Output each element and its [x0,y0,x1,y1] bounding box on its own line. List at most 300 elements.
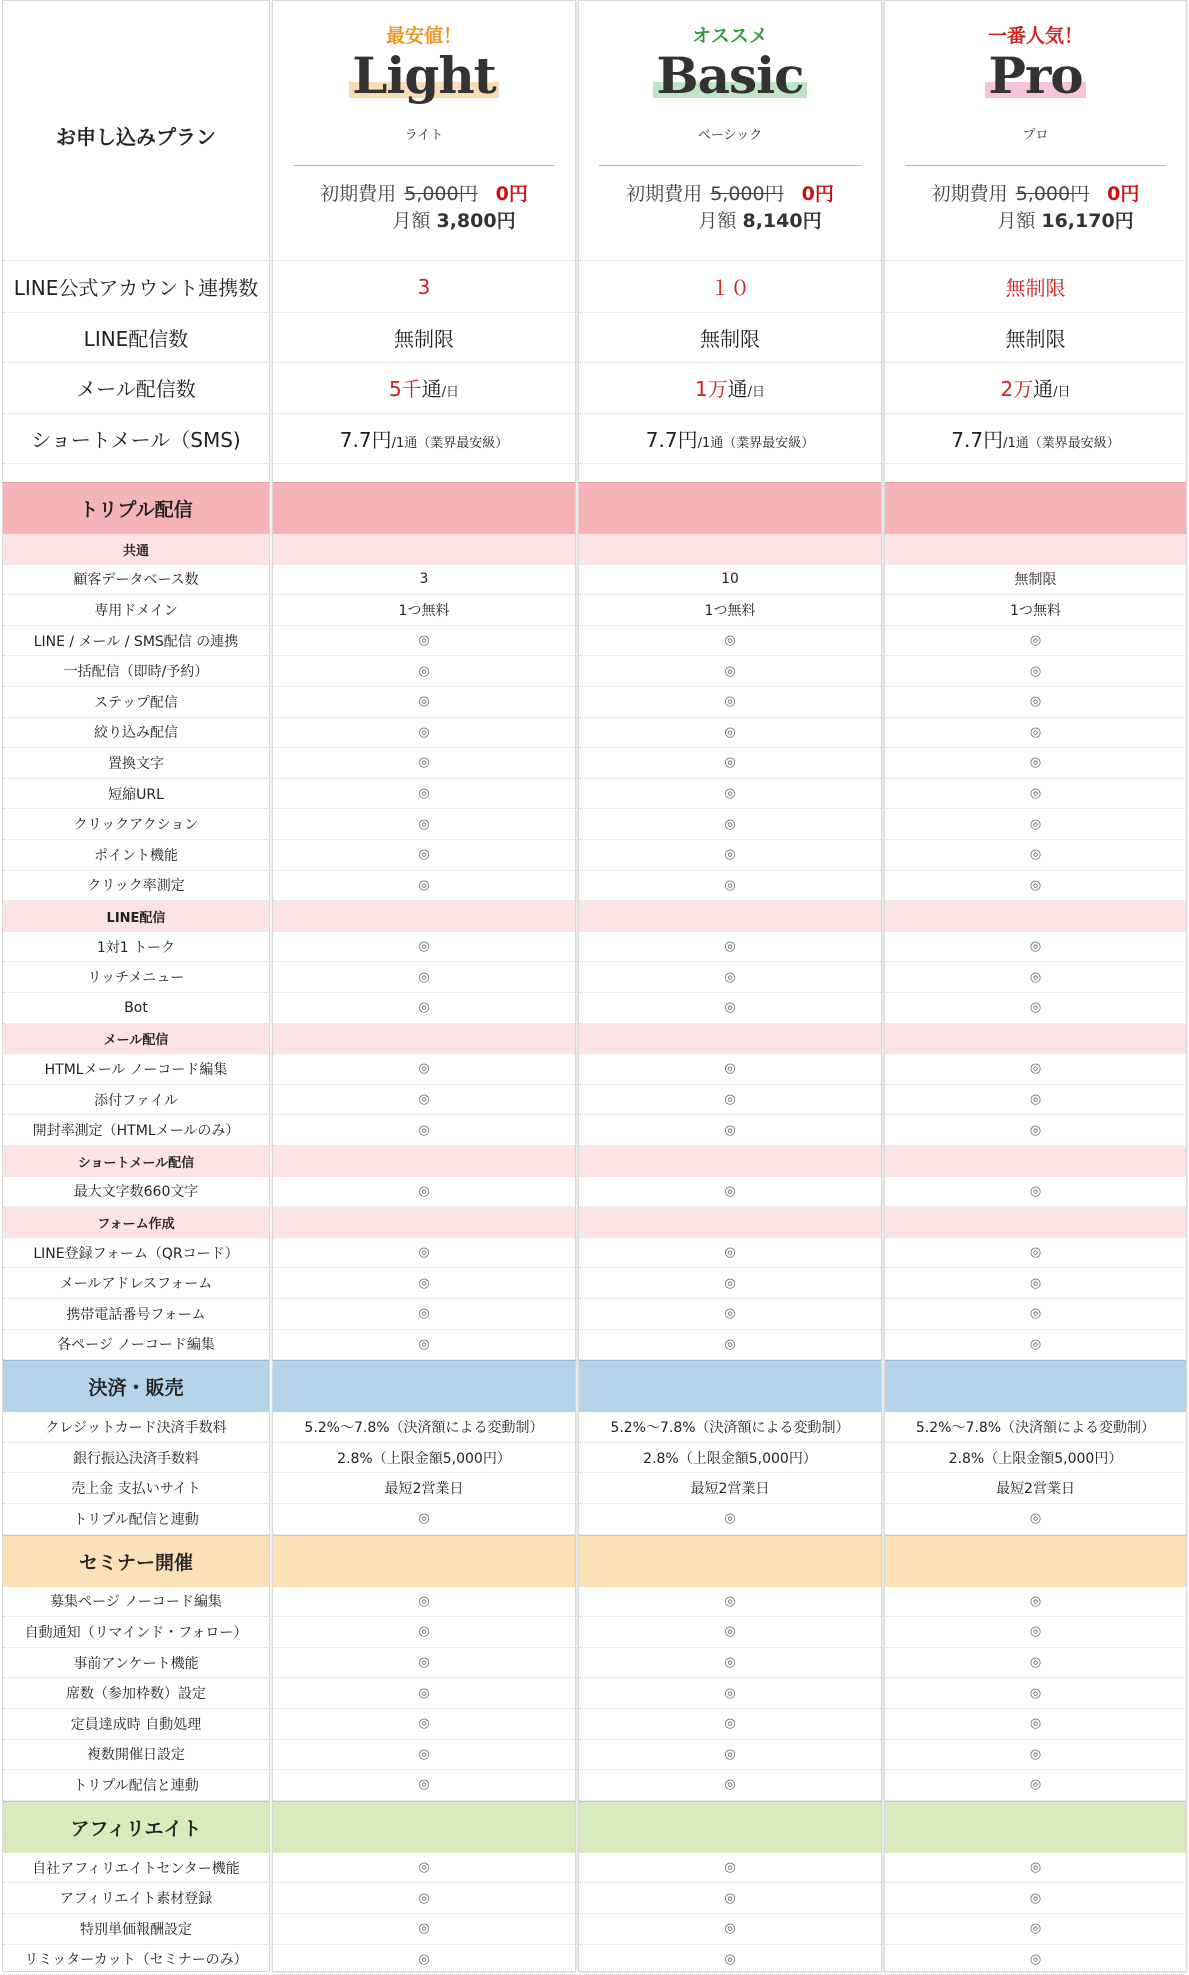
feature-value-cell [885,626,1186,657]
available-mark-icon: ◎ [724,816,736,832]
feature-row-label [3,313,269,364]
available-mark-icon: ◎ [1029,1061,1042,1077]
plan-column-basic [578,0,882,1972]
feature-value: 1つ無料 [1010,602,1061,619]
available-mark-icon: ◎ [1029,1716,1042,1732]
available-mark-icon: ◎ [418,786,430,802]
value-main: １０ [710,276,750,301]
available-mark-icon: ◎ [1029,1092,1042,1108]
available-mark-icon: ◎ [724,1624,736,1640]
available-mark-icon: ◎ [418,1061,430,1077]
feature-value-cell [273,1587,575,1618]
available-mark-icon: ◎ [1029,755,1042,771]
plan-name-text: Pro [985,51,1085,101]
value-unit: 円 [677,427,698,452]
subsection-header [885,901,1186,932]
available-mark-icon: ◎ [724,1921,736,1937]
feature-label: 各ページ ノーコード編集 [57,1337,215,1354]
available-mark-icon: ◎ [724,1183,736,1199]
feature-value-cell [885,993,1186,1024]
feature-row-label [3,1238,269,1269]
subsection-header [273,1024,575,1055]
available-mark-icon: ◎ [724,1122,736,1138]
feature-row-label [3,1740,269,1771]
feature-row-label [3,1443,269,1474]
feature-row-label [3,1853,269,1884]
feature-value-cell [579,1473,881,1504]
available-mark-icon: ◎ [418,694,430,710]
value-note: /1通（業界最安級） [1003,435,1120,451]
available-mark-icon: ◎ [724,1860,736,1876]
feature-label: LINE登録フォーム（QRコード） [33,1245,239,1262]
feature-row-label [3,1883,269,1914]
feature-value [1006,323,1066,352]
value-note: /日 [441,385,460,401]
available-mark-icon: ◎ [418,1000,430,1016]
section-header [3,1360,269,1412]
feature-label: 携帯電話番号フォーム [66,1306,206,1323]
feature-value-cell [885,718,1186,749]
feature-label: 一括配信（即時/予約） [63,664,209,681]
feature-value-cell [579,748,881,779]
feature-value-cell [885,1883,1186,1914]
available-mark-icon: ◎ [724,847,736,863]
feature-row-label [3,1330,269,1361]
section-title: アフィリエイト [70,1817,202,1840]
feature-value-cell [273,1709,575,1740]
feature-value-cell [885,871,1186,902]
feature-value: 2.8%（上限金額5,000円） [337,1450,511,1467]
available-mark-icon: ◎ [1029,969,1042,985]
feature-value-cell [273,1054,575,1085]
available-mark-icon: ◎ [418,633,430,649]
feature-label: 絞り込み配信 [94,725,178,742]
feature-value-cell [579,1648,881,1679]
plan-divider [905,165,1166,166]
section-title: セミナー開催 [78,1551,193,1574]
initial-fee-old: 5,000円 [710,183,784,205]
monthly-fee-value: 8,140円 [742,210,822,232]
feature-value-cell [579,656,881,687]
subsection-header [579,1207,881,1238]
feature-label: リミッターカット（セミナーのみ） [24,1952,248,1969]
feature-row-label [3,779,269,810]
feature-value-cell [579,840,881,871]
feature-value-cell [579,1678,881,1709]
feature-value-cell [885,1853,1186,1884]
feature-value [951,424,1119,453]
available-mark-icon: ◎ [1029,724,1042,740]
feature-row-label [3,262,269,313]
available-mark-icon: ◎ [724,969,736,985]
available-mark-icon: ◎ [724,1092,736,1108]
feature-value-cell [885,1054,1186,1085]
feature-label: 置換文字 [108,755,164,772]
feature-value-cell [273,871,575,902]
monthly-fee [273,206,575,233]
monthly-fee-label: 月額 [392,210,437,232]
subsection-title: 共通 [122,543,149,559]
available-mark-icon: ◎ [1029,1951,1042,1967]
available-mark-icon: ◎ [1029,1921,1042,1937]
initial-fee [885,179,1186,206]
value-main: 2万 [1000,377,1034,402]
available-mark-icon: ◎ [1029,633,1042,649]
feature-value-cell [885,1740,1186,1771]
feature-value-cell [579,1443,881,1474]
feature-value-cell [885,595,1186,626]
feature-value: 最短2営業日 [384,1481,464,1498]
available-mark-icon: ◎ [418,847,430,863]
available-mark-icon: ◎ [1029,1275,1042,1291]
feature-label: 自動通知（リマインド・フォロー） [24,1624,248,1641]
initial-fee-label: 初期費用 [320,183,403,205]
subsection-header [273,1207,575,1238]
feature-value-cell [579,1115,881,1146]
feature-value-cell [273,1473,575,1504]
feature-value: 1つ無料 [704,602,756,619]
subsection-header [273,534,575,565]
value-main: 7.7 [645,427,678,452]
plan-header-pro [885,1,1186,261]
subsection-title: フォーム作成 [97,1216,175,1232]
available-mark-icon: ◎ [724,1245,736,1261]
feature-value-cell [579,626,881,657]
feature-row-label [3,1617,269,1648]
available-mark-icon: ◎ [418,1511,430,1527]
feature-value-cell [273,1412,575,1443]
available-mark-icon: ◎ [418,1336,430,1352]
feature-row-label [3,1299,269,1330]
plan-badge: 一番人気！ [987,25,1083,47]
available-mark-icon: ◎ [418,1685,430,1701]
value-unit: 円 [983,427,1004,452]
feature-value-cell [273,779,575,810]
feature-row-label [3,1770,269,1801]
available-mark-icon: ◎ [1029,939,1042,955]
feature-value: 1つ無料 [398,602,450,619]
feature-value-cell [885,687,1186,718]
feature-value-cell [273,1678,575,1709]
feature-value [700,323,760,352]
feature-value-cell [273,1770,575,1801]
feature-row-label [3,932,269,963]
feature-value-cell [885,1177,1186,1208]
subsection-header [273,1146,575,1177]
feature-value-cell [579,1709,881,1740]
monthly-fee-value: 3,800円 [436,210,516,232]
feature-value: 2.8%（上限金額5,000円） [948,1450,1123,1467]
feature-value-cell [273,1914,575,1945]
initial-fee-old: 5,000円 [404,183,478,205]
available-mark-icon: ◎ [418,1275,430,1291]
feature-label: クリック率測定 [87,878,185,895]
feature-label: 最大文字数660文字 [73,1184,199,1201]
feature-label: 席数（参加枠数）設定 [66,1686,206,1703]
feature-value-cell [885,1770,1186,1801]
available-mark-icon: ◎ [724,1306,736,1322]
feature-value-cell [885,1709,1186,1740]
feature-label: 特別単価報酬設定 [80,1921,192,1938]
feature-row-label [3,1504,269,1535]
section-header [579,1535,881,1587]
available-mark-icon: ◎ [1029,1624,1042,1640]
value-unit: 円 [371,427,392,452]
available-mark-icon: ◎ [418,1593,430,1609]
feature-label: 開封率測定（HTMLメールのみ） [32,1123,240,1140]
plan-column-pro [884,0,1187,1972]
initial-fee-new: 0円 [1107,183,1140,205]
value-main: 無制限 [1005,276,1066,301]
available-mark-icon: ◎ [418,1245,430,1261]
available-mark-icon: ◎ [418,1306,430,1322]
feature-label: LINE配信数 [83,326,189,351]
available-mark-icon: ◎ [418,663,430,679]
feature-value-cell [885,656,1186,687]
plan-kana: プロ [1022,128,1049,143]
subsection-title: メール配信 [103,1033,169,1049]
feature-value-cell [885,840,1186,871]
section-header [3,1535,269,1587]
value-note: /日 [1053,385,1071,401]
feature-value-cell [273,1238,575,1269]
feature-row-label [3,1412,269,1443]
feature-value-cell [273,1268,575,1299]
feature-value-cell [579,363,881,414]
feature-row-label [3,565,269,596]
subsection-header [579,1024,881,1055]
feature-row-label [3,1115,269,1146]
feature-value-cell [273,993,575,1024]
monthly-fee-label: 月額 [698,210,743,232]
feature-row-label [3,748,269,779]
available-mark-icon: ◎ [1029,1122,1042,1138]
value-main: 無制限 [1005,326,1066,351]
feature-row-label [3,1473,269,1504]
feature-value-cell [273,1945,575,1975]
feature-value-cell [579,1085,881,1116]
subsection-title: ショートメール配信 [77,1155,195,1171]
value-unit: 通 [727,377,748,402]
plan-name-text: Light [349,51,499,101]
plan-header-basic [579,1,881,261]
value-main: 3 [417,274,431,299]
feature-value: 無制限 [1014,572,1057,589]
feature-value-cell [579,687,881,718]
initial-fee-new: 0円 [495,183,528,205]
available-mark-icon: ◎ [724,1275,736,1291]
feature-value-cell [579,993,881,1024]
available-mark-icon: ◎ [1029,694,1042,710]
feature-value-cell [579,262,881,313]
feature-row-label [3,1914,269,1945]
feature-value [1006,272,1066,301]
available-mark-icon: ◎ [724,724,736,740]
feature-value-cell [885,1085,1186,1116]
available-mark-icon: ◎ [724,663,736,679]
section-header [579,482,881,534]
feature-row-label [3,1648,269,1679]
section-header [579,1360,881,1412]
feature-value-cell [273,809,575,840]
feature-label: 専用ドメイン [94,602,178,619]
available-mark-icon: ◎ [724,1655,736,1671]
feature-value-cell [273,840,575,871]
available-mark-icon: ◎ [1029,1746,1042,1762]
available-mark-icon: ◎ [1029,663,1042,679]
feature-value [389,373,459,402]
feature-value-cell [579,1054,881,1085]
feature-row-label [3,1678,269,1709]
feature-label: 自社アフィリエイトセンター機能 [32,1860,240,1877]
feature-value: 3 [419,571,429,588]
feature-value [418,275,431,299]
feature-value-cell [885,1268,1186,1299]
available-mark-icon: ◎ [1029,847,1042,863]
available-mark-icon: ◎ [1029,1000,1042,1016]
available-mark-icon: ◎ [1029,1511,1042,1527]
available-mark-icon: ◎ [724,694,736,710]
feature-value-cell [885,1617,1186,1648]
feature-row-label [3,687,269,718]
feature-value: 5.2%～7.8%（決済額による変動制） [610,1419,850,1436]
feature-value-cell [273,1085,575,1116]
available-mark-icon: ◎ [724,1685,736,1701]
plan-divider [599,165,861,166]
available-mark-icon: ◎ [418,1921,430,1937]
section-header [273,1360,575,1412]
feature-row-label [3,1177,269,1208]
feature-value-cell [579,1853,881,1884]
feature-value-cell [579,1945,881,1975]
feature-value-cell [273,1443,575,1474]
subsection-header [3,534,269,565]
feature-label: 募集ページ ノーコード編集 [50,1594,222,1611]
feature-label: 売上金 支払いサイト [71,1481,201,1498]
feature-row-label [3,1054,269,1085]
monthly-fee-value: 16,170円 [1041,210,1134,232]
feature-value-cell [579,1299,881,1330]
available-mark-icon: ◎ [724,1746,736,1762]
feature-label: メール配信数 [76,377,196,402]
feature-value-cell [885,748,1186,779]
subsection-header [579,1146,881,1177]
subsection-header [885,1146,1186,1177]
feature-value-cell [885,779,1186,810]
feature-value [710,272,750,301]
feature-value-cell [273,1299,575,1330]
feature-value-cell [273,414,575,465]
feature-value-cell [579,595,881,626]
available-mark-icon: ◎ [724,1890,736,1906]
feature-value-cell [579,779,881,810]
feature-value-cell [579,1268,881,1299]
feature-row-label [3,1709,269,1740]
available-mark-icon: ◎ [418,724,430,740]
plan-name-text: Basic [653,51,806,101]
feature-row-label [3,363,269,414]
subsection-title: LINE配信 [106,910,166,926]
subsection-header [579,534,881,565]
feature-value [646,424,814,453]
feature-value: 最短2営業日 [996,1481,1075,1498]
available-mark-icon: ◎ [1029,1336,1042,1352]
feature-value-cell [273,748,575,779]
available-mark-icon: ◎ [1029,1860,1042,1876]
subsection-header [273,901,575,932]
feature-label: HTMLメール ノーコード編集 [44,1061,228,1078]
available-mark-icon: ◎ [724,1777,736,1793]
value-note: /1通（業界最安級） [697,435,815,451]
label-column [2,0,270,1972]
initial-fee [273,179,575,206]
feature-label: LINE / メール / SMS配信 の連携 [33,633,239,650]
plan-header-light [273,1,575,261]
monthly-fee [885,206,1186,233]
feature-value-cell [273,595,575,626]
feature-value-cell [885,1299,1186,1330]
initial-fee-label: 初期費用 [626,183,709,205]
feature-label: 添付ファイル [94,1092,178,1109]
value-main: 無制限 [700,326,760,351]
available-mark-icon: ◎ [724,1336,736,1352]
feature-value-cell [273,1740,575,1771]
feature-value [340,424,508,453]
feature-value-cell [273,1648,575,1679]
feature-value: 10 [721,571,739,588]
feature-value-cell [885,1914,1186,1945]
feature-value [695,373,765,402]
available-mark-icon: ◎ [418,816,430,832]
feature-value-cell [579,313,881,364]
value-unit: 通 [421,377,442,402]
feature-value-cell [579,871,881,902]
section-header [885,1360,1186,1412]
section-header [3,1801,269,1853]
feature-value-cell [885,363,1186,414]
feature-label: トリプル配信と連動 [73,1511,199,1528]
available-mark-icon: ◎ [724,1511,736,1527]
value-note: /1通（業界最安級） [391,435,509,451]
feature-value-cell [579,1412,881,1443]
available-mark-icon: ◎ [724,1061,736,1077]
feature-value-cell [273,565,575,596]
available-mark-icon: ◎ [1029,1685,1042,1701]
feature-value-cell [273,1853,575,1884]
feature-value-cell [885,1412,1186,1443]
feature-value-cell [885,1587,1186,1618]
feature-value-cell [579,1330,881,1361]
available-mark-icon: ◎ [1029,1777,1042,1793]
feature-label: 銀行振込決済手数料 [73,1450,199,1467]
feature-label: 1対1 トーク [96,939,176,956]
plan-kana: ベーシック [697,128,763,143]
available-mark-icon: ◎ [724,1000,736,1016]
available-mark-icon: ◎ [418,1624,430,1640]
available-mark-icon: ◎ [724,939,736,955]
plan-name [273,46,575,105]
feature-label: リッチメニュー [87,970,185,987]
feature-value-cell [579,1587,881,1618]
feature-value-cell [579,962,881,993]
feature-value-cell [885,1504,1186,1535]
feature-label: ポイント機能 [94,847,178,864]
section-header [3,482,269,534]
feature-value-cell [273,626,575,657]
section-header [273,482,575,534]
subsection-header [885,1207,1186,1238]
feature-label: 短縮URL [108,786,164,803]
